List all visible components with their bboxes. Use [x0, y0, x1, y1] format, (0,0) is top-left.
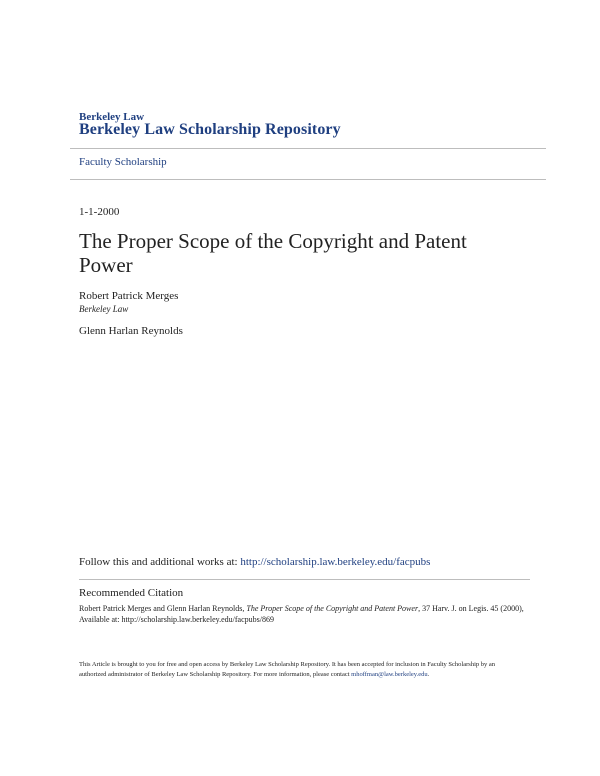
- author-name: Robert Patrick Merges: [79, 290, 179, 302]
- citation-divider: [79, 579, 530, 580]
- header-divider-bottom: [70, 179, 546, 180]
- collection-link[interactable]: Faculty Scholarship: [79, 156, 167, 168]
- recommended-citation-heading: Recommended Citation: [79, 587, 184, 599]
- header-divider-top: [70, 148, 546, 149]
- author-name: Glenn Harlan Reynolds: [79, 325, 183, 337]
- follow-line: [79, 556, 430, 568]
- notice-text: This Article is brought to you for free and open access by Berkeley Law Scholarship Repository. It has been accepted for inclusion in Faculty Scholarship by an authorized administrator of Berkeley Law Scholarship Repository. For more information, please contact: [79, 661, 496, 678]
- follow-link[interactable]: http://scholarship.law.berkeley.edu/facpubs: [240, 556, 431, 568]
- contact-email-link[interactable]: mhoffman@law.berkeley.edu: [351, 671, 428, 678]
- citation-title: The Proper Scope of the Copyright and Patent Power: [246, 604, 419, 613]
- citation-block: [79, 603, 549, 625]
- citation-available[interactable]: Available at: http://scholarship.law.berkeley.edu/facpubs/869: [79, 615, 274, 624]
- access-notice: [79, 660, 519, 680]
- publication-date: 1-1-2000: [79, 206, 120, 218]
- citation-journal: , 37 Harv. J. on Legis. 45 (2000),: [418, 604, 524, 613]
- institution-name: Berkeley Law: [79, 111, 145, 123]
- article-title: The Proper Scope of the Copyright and Patent Power: [79, 229, 467, 277]
- notice-end: .: [427, 671, 430, 678]
- citation-authors: Robert Patrick Merges and Glenn Harlan Reynolds,: [79, 604, 245, 613]
- follow-text: Follow this and additional works at:: [79, 556, 238, 568]
- author-affiliation: Berkeley Law: [79, 304, 129, 314]
- repository-title[interactable]: Berkeley Law Scholarship Repository: [79, 121, 341, 138]
